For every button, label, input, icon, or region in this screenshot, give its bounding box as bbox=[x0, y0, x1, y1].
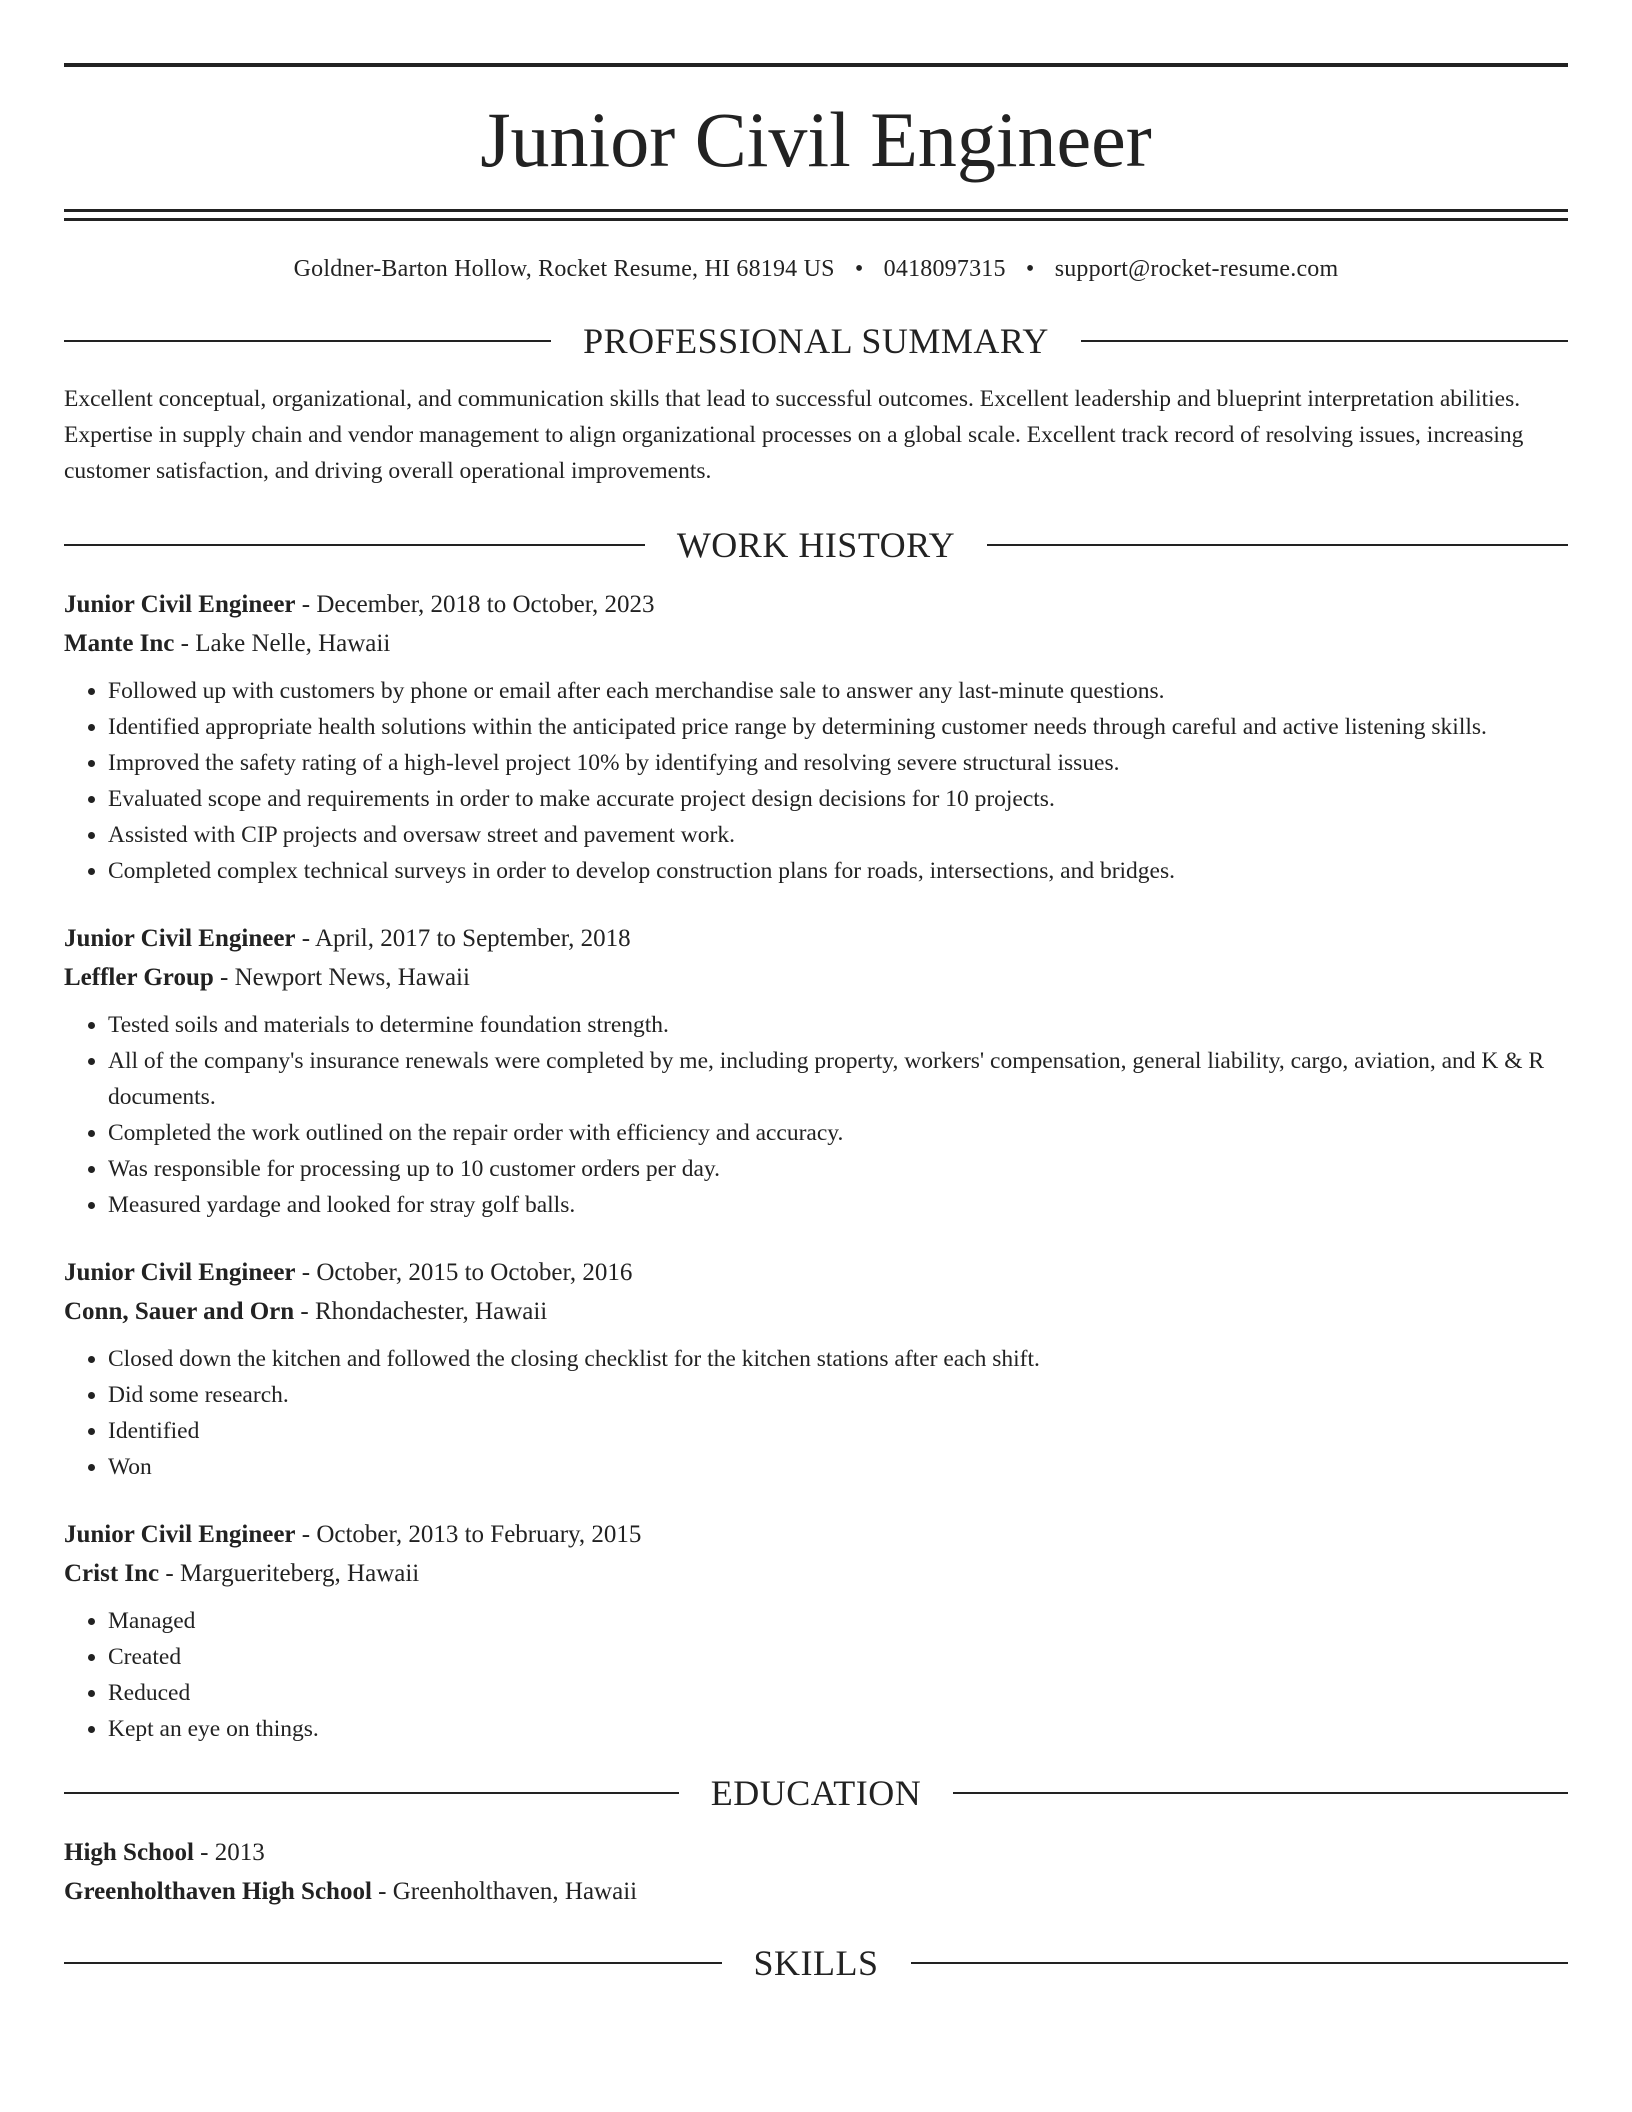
list-item: • Identified appropriate health solutions within the anticipated price range by determining customer needs through careful and active listening skills. bbox=[108, 709, 1568, 745]
job-title-line bbox=[64, 585, 1568, 624]
job-bullets bbox=[64, 1007, 1568, 1223]
list-item: • Managed bbox=[108, 1603, 1568, 1639]
job-location: - Rhondachester, Hawaii bbox=[294, 1298, 548, 1325]
list-item: • Assisted with CIP projects and oversaw street and pavement work. bbox=[108, 817, 1568, 853]
education-degree: High School bbox=[64, 1839, 194, 1866]
list-item: • Completed complex technical surveys in order to develop construction plans for roads, intersections, and bridges. bbox=[108, 853, 1568, 889]
resume-page bbox=[64, 0, 1568, 1981]
education-degree-line bbox=[64, 1833, 1568, 1872]
list-item: • Identified bbox=[108, 1413, 1568, 1449]
job-entry bbox=[64, 1253, 1568, 1485]
job-title-line bbox=[64, 919, 1568, 958]
job-company: Conn, Sauer and Orn bbox=[64, 1298, 295, 1325]
education-school-line bbox=[64, 1872, 1568, 1911]
list-item: • Evaluated scope and requirements in order to make accurate project design decisions for 10 projects. bbox=[108, 781, 1568, 817]
contact-separator: • bbox=[854, 256, 864, 282]
list-item: • Created bbox=[108, 1639, 1568, 1675]
contact-separator: • bbox=[1025, 256, 1035, 282]
education-school: Greenholthaven High School bbox=[64, 1878, 372, 1905]
resume-title: Junior Civil Engineer bbox=[480, 96, 1152, 183]
job-company: Leffler Group bbox=[64, 964, 214, 991]
job-title-line bbox=[64, 1253, 1568, 1292]
job-company-line bbox=[64, 1554, 1568, 1593]
list-item: • Improved the safety rating of a high-level project 10% by identifying and resolving severe structural issues. bbox=[108, 745, 1568, 781]
job-title: Junior Civil Engineer bbox=[64, 591, 296, 618]
job-entry bbox=[64, 585, 1568, 889]
job-location: - Margueriteberg, Hawaii bbox=[159, 1560, 420, 1587]
list-item: • Was responsible for processing up to 10 customer orders per day. bbox=[108, 1151, 1568, 1187]
contact-line bbox=[64, 256, 1568, 283]
section-rule bbox=[987, 544, 1568, 546]
list-item: • Reduced bbox=[108, 1675, 1568, 1711]
section-header-education bbox=[64, 1775, 1568, 1811]
education-entry bbox=[64, 1833, 1568, 1911]
list-item: • Kept an eye on things. bbox=[108, 1711, 1568, 1747]
job-company: Mante Inc bbox=[64, 630, 175, 657]
job-dates: - October, 2013 to February, 2015 bbox=[295, 1521, 642, 1548]
job-entry bbox=[64, 919, 1568, 1223]
contact-phone: 0418097315 bbox=[883, 256, 1006, 282]
job-dates: - April, 2017 to September, 2018 bbox=[295, 925, 631, 952]
job-location: - Newport News, Hawaii bbox=[213, 964, 470, 991]
list-item: • All of the company's insurance renewals were completed by me, including property, workers' compensation, general liability, cargo, aviation, and K & R documents. bbox=[108, 1043, 1568, 1115]
section-rule bbox=[911, 1962, 1569, 1964]
section-rule bbox=[64, 1962, 722, 1964]
job-company: Crist Inc bbox=[64, 1560, 160, 1587]
list-item: • Completed the work outlined on the repair order with efficiency and accuracy. bbox=[108, 1115, 1568, 1151]
section-rule bbox=[64, 544, 645, 546]
job-company-line bbox=[64, 1292, 1568, 1331]
job-dates: - October, 2015 to October, 2016 bbox=[295, 1259, 633, 1286]
contact-address: Goldner-Barton Hollow, Rocket Resume, HI 68194 US bbox=[293, 256, 835, 282]
section-title: SKILLS bbox=[753, 1943, 879, 1983]
list-item: • Followed up with customers by phone or email after each merchandise sale to answer any last-minute questions. bbox=[108, 673, 1568, 709]
section-header-summary bbox=[64, 323, 1568, 359]
section-title: WORK HISTORY bbox=[676, 525, 956, 565]
section-rule bbox=[953, 1792, 1568, 1794]
education-year: - 2013 bbox=[193, 1839, 265, 1866]
contact-email: support@rocket-resume.com bbox=[1054, 256, 1339, 282]
summary-text: Excellent conceptual, organizational, and communication skills that lead to successful outcomes. Excellent leadership and blueprint interpretation abilities. Expertise in supply chain and vendor management to align organizational processes on a global scale. Excellent track record of resolving issues, increasing customer satisfaction, and driving overall operational improvements. bbox=[64, 386, 1524, 484]
job-company-line bbox=[64, 958, 1568, 997]
job-bullets bbox=[64, 1341, 1568, 1485]
list-item: • Closed down the kitchen and followed the closing checklist for the kitchen stations after each shift. bbox=[108, 1341, 1568, 1377]
job-title: Junior Civil Engineer bbox=[64, 1521, 296, 1548]
job-dates: - December, 2018 to October, 2023 bbox=[295, 591, 655, 618]
education-location: - Greenholthaven, Hawaii bbox=[371, 1878, 638, 1905]
section-rule bbox=[1081, 340, 1568, 342]
list-item: • Did some research. bbox=[108, 1377, 1568, 1413]
section-rule bbox=[64, 340, 551, 342]
job-title: Junior Civil Engineer bbox=[64, 1259, 296, 1286]
list-item: • Won bbox=[108, 1449, 1568, 1485]
job-company-line bbox=[64, 624, 1568, 663]
job-bullets bbox=[64, 1603, 1568, 1747]
section-rule bbox=[64, 1792, 679, 1794]
section-title: EDUCATION bbox=[710, 1773, 922, 1813]
job-entry bbox=[64, 1515, 1568, 1747]
list-item: • Measured yardage and looked for stray golf balls. bbox=[108, 1187, 1568, 1223]
job-location: - Lake Nelle, Hawaii bbox=[174, 630, 391, 657]
section-header-work-history bbox=[64, 527, 1568, 563]
job-title: Junior Civil Engineer bbox=[64, 925, 296, 952]
list-item: • Tested soils and materials to determine foundation strength. bbox=[108, 1007, 1568, 1043]
title-double-rule bbox=[64, 209, 1568, 221]
job-title-line bbox=[64, 1515, 1568, 1554]
section-title: PROFESSIONAL SUMMARY bbox=[583, 321, 1049, 361]
job-bullets bbox=[64, 673, 1568, 889]
section-header-skills bbox=[64, 1945, 1568, 1981]
